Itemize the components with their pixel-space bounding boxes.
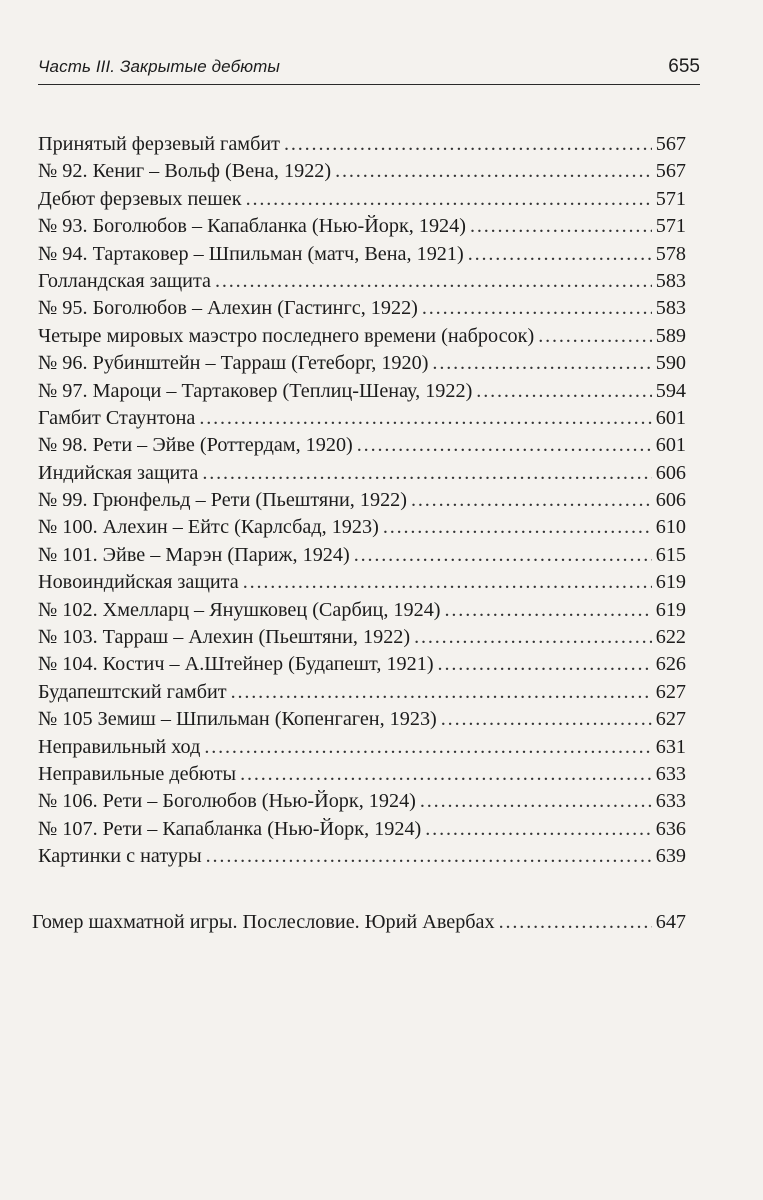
toc-entry-title: Будапештский гамбит bbox=[38, 680, 227, 703]
toc-row bbox=[32, 909, 686, 936]
leader-dots bbox=[243, 569, 652, 596]
toc-entry-page: 583 bbox=[655, 269, 686, 292]
toc-entry-title: Принятый ферзевый гамбит bbox=[38, 133, 280, 155]
toc-entry-title: № 100. Алехин – Ейтс (Карлсбад, 1923) bbox=[38, 516, 379, 539]
leader-dots bbox=[470, 213, 652, 240]
leader-dots bbox=[441, 706, 652, 733]
toc-row bbox=[38, 624, 686, 651]
toc-entry-title: № 103. Тарраш – Алехин (Пьештяни, 1922) bbox=[38, 626, 411, 649]
toc-entry-page: 633 bbox=[655, 790, 686, 813]
leader-dots bbox=[420, 788, 652, 815]
toc-entry-title: Неправильный ход bbox=[38, 735, 201, 758]
toc-row bbox=[38, 487, 686, 514]
toc-entry-page: 578 bbox=[655, 242, 686, 265]
toc-entry-page: 601 bbox=[655, 434, 686, 457]
toc-entry-title: № 95. Боголюбов – Алехин (Гастингс, 1922) bbox=[38, 297, 418, 320]
toc-entry-page: 606 bbox=[655, 489, 686, 512]
toc-entry-title: № 94. Тартаковер – Шпильман (матч, Вена, 1921) bbox=[38, 242, 464, 265]
leader-dots bbox=[538, 323, 652, 350]
toc-entry-page: 590 bbox=[655, 352, 686, 375]
toc-row bbox=[38, 432, 686, 459]
toc-entry-title: Новоиндийская защита bbox=[38, 571, 239, 594]
leader-dots bbox=[383, 514, 652, 541]
toc-entry-title: № 104. Костич – А.Штейнер (Будапешт, 1921) bbox=[38, 653, 434, 676]
toc-entry-page: 647 bbox=[655, 911, 686, 933]
toc-entry-page: 631 bbox=[655, 735, 686, 758]
toc-entry-page: 571 bbox=[655, 215, 686, 238]
leader-dots bbox=[499, 909, 652, 936]
leader-dots bbox=[215, 268, 652, 295]
toc-row bbox=[38, 542, 686, 569]
toc-entry-title: № 105 Земиш – Шпильман (Копенгаген, 1923) bbox=[38, 708, 437, 731]
toc-entry-title: № 102. Хмелларц – Янушковец (Сарбиц, 1924) bbox=[38, 598, 441, 621]
toc-entry-title: Гамбит Стаунтона bbox=[38, 406, 196, 429]
toc-entry-page: 615 bbox=[655, 543, 686, 566]
toc-entry-page: 633 bbox=[655, 762, 686, 785]
toc-row bbox=[38, 514, 686, 541]
toc-entry-title: Гомер шахматной игры. Послесловие. Юрий Авербах bbox=[32, 911, 495, 933]
toc-entry-page: 589 bbox=[655, 324, 686, 347]
toc-row bbox=[38, 158, 686, 185]
toc-row bbox=[38, 706, 686, 733]
leader-dots bbox=[354, 542, 652, 569]
toc-entry-title: Дебют ферзевых пешек bbox=[38, 187, 242, 210]
toc-row bbox=[38, 213, 686, 240]
table-of-contents bbox=[38, 131, 686, 871]
toc-row bbox=[38, 350, 686, 377]
leader-dots bbox=[411, 487, 652, 514]
toc-entry-page: 627 bbox=[655, 708, 686, 731]
toc-row bbox=[38, 843, 686, 870]
leader-dots bbox=[284, 131, 652, 158]
toc-entry-title: № 92. Кениг – Вольф (Вена, 1922) bbox=[38, 160, 332, 183]
toc-entry-title: № 107. Рети – Капабланка (Нью-Йорк, 1924) bbox=[38, 817, 422, 840]
leader-dots bbox=[202, 460, 651, 487]
toc-row bbox=[38, 788, 686, 815]
toc-entry-title: № 93. Боголюбов – Капабланка (Нью-Йорк, 1924) bbox=[38, 215, 466, 238]
leader-dots bbox=[335, 158, 652, 185]
toc-entry-title: № 97. Мароци – Тартаковер (Теплиц-Шенау, 1922) bbox=[38, 379, 473, 402]
toc-entry-page: 571 bbox=[655, 187, 686, 210]
leader-dots bbox=[414, 624, 652, 651]
page-number: 655 bbox=[668, 56, 700, 77]
running-header bbox=[38, 56, 700, 85]
toc-entry-page: 594 bbox=[655, 379, 686, 402]
toc-row bbox=[38, 405, 686, 432]
toc-entry-page: 601 bbox=[655, 406, 686, 429]
toc-entry-page: 610 bbox=[655, 516, 686, 539]
toc-entry-page: 639 bbox=[655, 845, 686, 868]
toc-row bbox=[38, 679, 686, 706]
toc-entry-title: Индийская защита bbox=[38, 461, 199, 484]
toc-entry-title: № 101. Эйве – Марэн (Париж, 1924) bbox=[38, 543, 350, 566]
section-title: Часть III. Закрытые дебюты bbox=[38, 57, 281, 76]
leader-dots bbox=[199, 405, 651, 432]
toc-afterword-entry bbox=[32, 909, 686, 936]
toc-row bbox=[38, 268, 686, 295]
toc-row bbox=[38, 460, 686, 487]
leader-dots bbox=[432, 350, 651, 377]
toc-entry-page: 619 bbox=[655, 571, 686, 594]
toc-row bbox=[38, 761, 686, 788]
toc-entry-page: 583 bbox=[655, 297, 686, 320]
toc-row bbox=[38, 816, 686, 843]
leader-dots bbox=[445, 597, 652, 624]
toc-entry-title: № 99. Грюнфельд – Рети (Пьештяни, 1922) bbox=[38, 489, 407, 512]
toc-row bbox=[38, 323, 686, 350]
toc-entry-page: 567 bbox=[655, 133, 686, 155]
leader-dots bbox=[425, 816, 651, 843]
toc-entry-title: Четыре мировых маэстро последнего времени (набросок) bbox=[38, 324, 535, 347]
toc-entry-page: 627 bbox=[655, 680, 686, 703]
toc-row bbox=[38, 569, 686, 596]
leader-dots bbox=[468, 241, 652, 268]
toc-entry-page: 606 bbox=[655, 461, 686, 484]
leader-dots bbox=[204, 734, 651, 761]
leader-dots bbox=[422, 295, 652, 322]
toc-entry-title: № 96. Рубинштейн – Тарраш (Гетеборг, 1920) bbox=[38, 352, 429, 375]
toc-entry-title: № 106. Рети – Боголюбов (Нью-Йорк, 1924) bbox=[38, 790, 416, 813]
toc-entry-page: 626 bbox=[655, 653, 686, 676]
leader-dots bbox=[231, 679, 652, 706]
toc-row bbox=[38, 295, 686, 322]
toc-row bbox=[38, 378, 686, 405]
toc-entry-title: Неправильные дебюты bbox=[38, 762, 237, 785]
toc-entry-title: Картинки с натуры bbox=[38, 845, 202, 868]
toc-row bbox=[38, 241, 686, 268]
toc-row bbox=[38, 734, 686, 761]
toc-row bbox=[38, 186, 686, 213]
toc-entry-title: № 98. Рети – Эйве (Роттердам, 1920) bbox=[38, 434, 353, 457]
leader-dots bbox=[246, 186, 652, 213]
toc-entry-page: 622 bbox=[655, 626, 686, 649]
leader-dots bbox=[357, 432, 652, 459]
toc-row bbox=[38, 131, 686, 158]
leader-dots bbox=[438, 651, 652, 678]
leader-dots bbox=[476, 378, 651, 405]
toc-row bbox=[38, 651, 686, 678]
toc-entry-page: 567 bbox=[655, 160, 686, 183]
toc-entry-title: Голландская защита bbox=[38, 269, 211, 292]
leader-dots bbox=[240, 761, 652, 788]
toc-entry-page: 619 bbox=[655, 598, 686, 621]
toc-entry-page: 636 bbox=[655, 817, 686, 840]
toc-row bbox=[38, 597, 686, 624]
leader-dots bbox=[206, 843, 652, 870]
